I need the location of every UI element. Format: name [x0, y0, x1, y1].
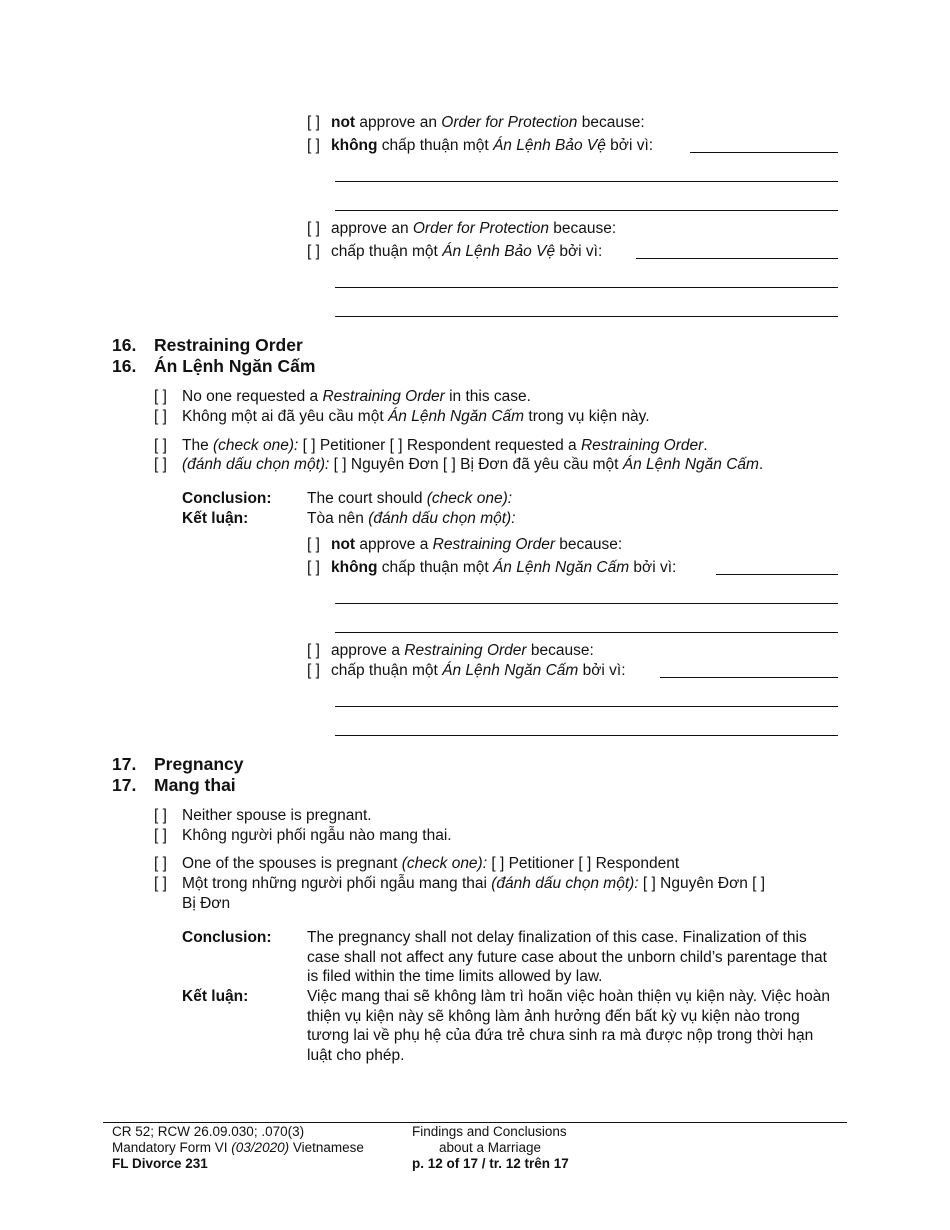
- section-17-title-en: Pregnancy: [154, 754, 244, 774]
- checkbox[interactable]: [ ]: [307, 137, 320, 154]
- answer-line[interactable]: [335, 603, 838, 604]
- s17-conclusion-text-en: The pregnancy shall not delay finalization of this case. Finalization of this case shall not affect any future case about the unborn child’s parentage that is filed within the time limits allowed by law.: [307, 929, 827, 986]
- checkbox[interactable]: [ ]: [307, 642, 320, 659]
- s16-conclusion-label-vi: Kết luận:: [182, 510, 249, 527]
- footer-form-id: FL Divorce 231: [112, 1156, 208, 1171]
- s17-neither-vi: [ ] Không người phối ngẫu nào mang thai.: [154, 827, 452, 844]
- s17-one-pregnant-en: [ ] One of the spouses is pregnant (check one): [ ] Petitioner [ ] Respondent: [154, 855, 680, 872]
- answer-line[interactable]: [636, 258, 838, 259]
- checkbox[interactable]: [ ]: [154, 456, 167, 473]
- checkbox[interactable]: [ ]: [154, 437, 167, 454]
- checkbox[interactable]: [ ]: [307, 114, 320, 131]
- s16-not-approve-vi: [ ] không chấp thuận một Án Lệnh Ngăn Cấm bởi vì:: [307, 559, 677, 576]
- footer-doc-title-1: Findings and Conclusions: [412, 1124, 567, 1139]
- answer-line[interactable]: [335, 181, 838, 182]
- s17-conclusion-label-en: Conclusion:: [182, 929, 272, 946]
- protection-not-approve-en: [ ] not approve an Order for Protection because:: [307, 114, 645, 131]
- answer-line[interactable]: [335, 632, 838, 633]
- s16-requested-en: [ ] The (check one): [ ] Petitioner [ ] Respondent requested a Restraining Order.: [154, 437, 708, 454]
- checkbox[interactable]: [ ]: [307, 220, 320, 237]
- footer-page-number: p. 12 of 17 / tr. 12 trên 17: [412, 1156, 569, 1171]
- answer-line[interactable]: [335, 735, 838, 736]
- protection-approve-en: [ ] approve an Order for Protection because:: [307, 220, 617, 237]
- footer-rule: [103, 1122, 847, 1123]
- checkbox[interactable]: [ ]: [154, 807, 167, 824]
- s17-conclusion-text-vi: Việc mang thai sẽ không làm trì hoãn việc hoàn thiện vụ kiện này. Việc hoàn thiện vụ kiện này sẽ không làm ảnh hưởng đến bất kỳ vụ kiện nào trong tương lai về phụ hệ của đứa trẻ chưa sinh ra mà được nộp trong thời hạn luật cho phép.: [307, 988, 831, 1064]
- answer-line[interactable]: [660, 677, 838, 678]
- s16-court-should-en: The court should (check one):: [307, 490, 513, 507]
- checkbox[interactable]: [ ]: [154, 875, 167, 892]
- answer-line[interactable]: [690, 152, 838, 153]
- s16-approve-en: [ ] approve a Restraining Order because:: [307, 642, 594, 659]
- section-16-title-vi: Án Lệnh Ngăn Cấm: [154, 356, 316, 376]
- section-16-number-vi: 16.: [112, 356, 137, 376]
- s16-approve-vi: [ ] chấp thuận một Án Lệnh Ngăn Cấm bởi vì:: [307, 662, 626, 679]
- s16-conclusion-label-en: Conclusion:: [182, 490, 272, 507]
- s17-one-pregnant-vi-cont: Bị Đơn: [182, 895, 231, 912]
- s17-one-pregnant-vi: [ ] Một trong những người phối ngẫu mang thai (đánh dấu chọn một): [ ] Nguyên Đơn [ ]: [154, 875, 766, 892]
- s16-no-one-requested-en: [ ] No one requested a Restraining Order in this case.: [154, 388, 531, 405]
- s16-requested-vi: [ ] (đánh dấu chọn một): [ ] Nguyên Đơn [ ] Bị Đơn đã yêu cầu một Án Lệnh Ngăn Cấm.: [154, 456, 764, 473]
- checkbox[interactable]: [ ]: [154, 827, 167, 844]
- section-16-number: 16.: [112, 335, 137, 355]
- answer-line[interactable]: [716, 574, 838, 575]
- s16-no-one-requested-vi: [ ] Không một ai đã yêu cầu một Án Lệnh Ngăn Cấm trong vụ kiện này.: [154, 408, 650, 425]
- s17-conclusion-label-vi: Kết luận:: [182, 988, 249, 1005]
- s17-neither-en: [ ] Neither spouse is pregnant.: [154, 807, 372, 824]
- footer-citation: CR 52; RCW 26.09.030; .070(3): [112, 1124, 305, 1139]
- checkbox[interactable]: [ ]: [154, 408, 167, 425]
- section-17-number-vi: 17.: [112, 775, 137, 795]
- checkbox[interactable]: [ ]: [154, 855, 167, 872]
- answer-line[interactable]: [335, 287, 838, 288]
- footer-doc-title-2: about a Marriage: [439, 1140, 542, 1155]
- checkbox[interactable]: [ ]: [307, 536, 320, 553]
- checkbox[interactable]: [ ]: [307, 662, 320, 679]
- answer-line[interactable]: [335, 316, 838, 317]
- checkbox[interactable]: [ ]: [307, 243, 320, 260]
- s16-court-should-vi: Tòa nên (đánh dấu chọn một):: [307, 510, 516, 527]
- answer-line[interactable]: [335, 706, 838, 707]
- section-16-title-en: Restraining Order: [154, 335, 303, 355]
- footer-form-version: Mandatory Form VI (03/2020) Vietnamese: [112, 1140, 364, 1155]
- protection-approve-vi: [ ] chấp thuận một Án Lệnh Bảo Vệ bởi vì:: [307, 243, 603, 260]
- s16-not-approve-en: [ ] not approve a Restraining Order because:: [307, 536, 623, 553]
- checkbox[interactable]: [ ]: [307, 559, 320, 576]
- section-17-number: 17.: [112, 754, 137, 774]
- section-17-title-vi: Mang thai: [154, 775, 236, 795]
- protection-not-approve-vi: [ ] không chấp thuận một Án Lệnh Bảo Vệ bởi vì:: [307, 137, 654, 154]
- answer-line[interactable]: [335, 210, 838, 211]
- checkbox[interactable]: [ ]: [154, 388, 167, 405]
